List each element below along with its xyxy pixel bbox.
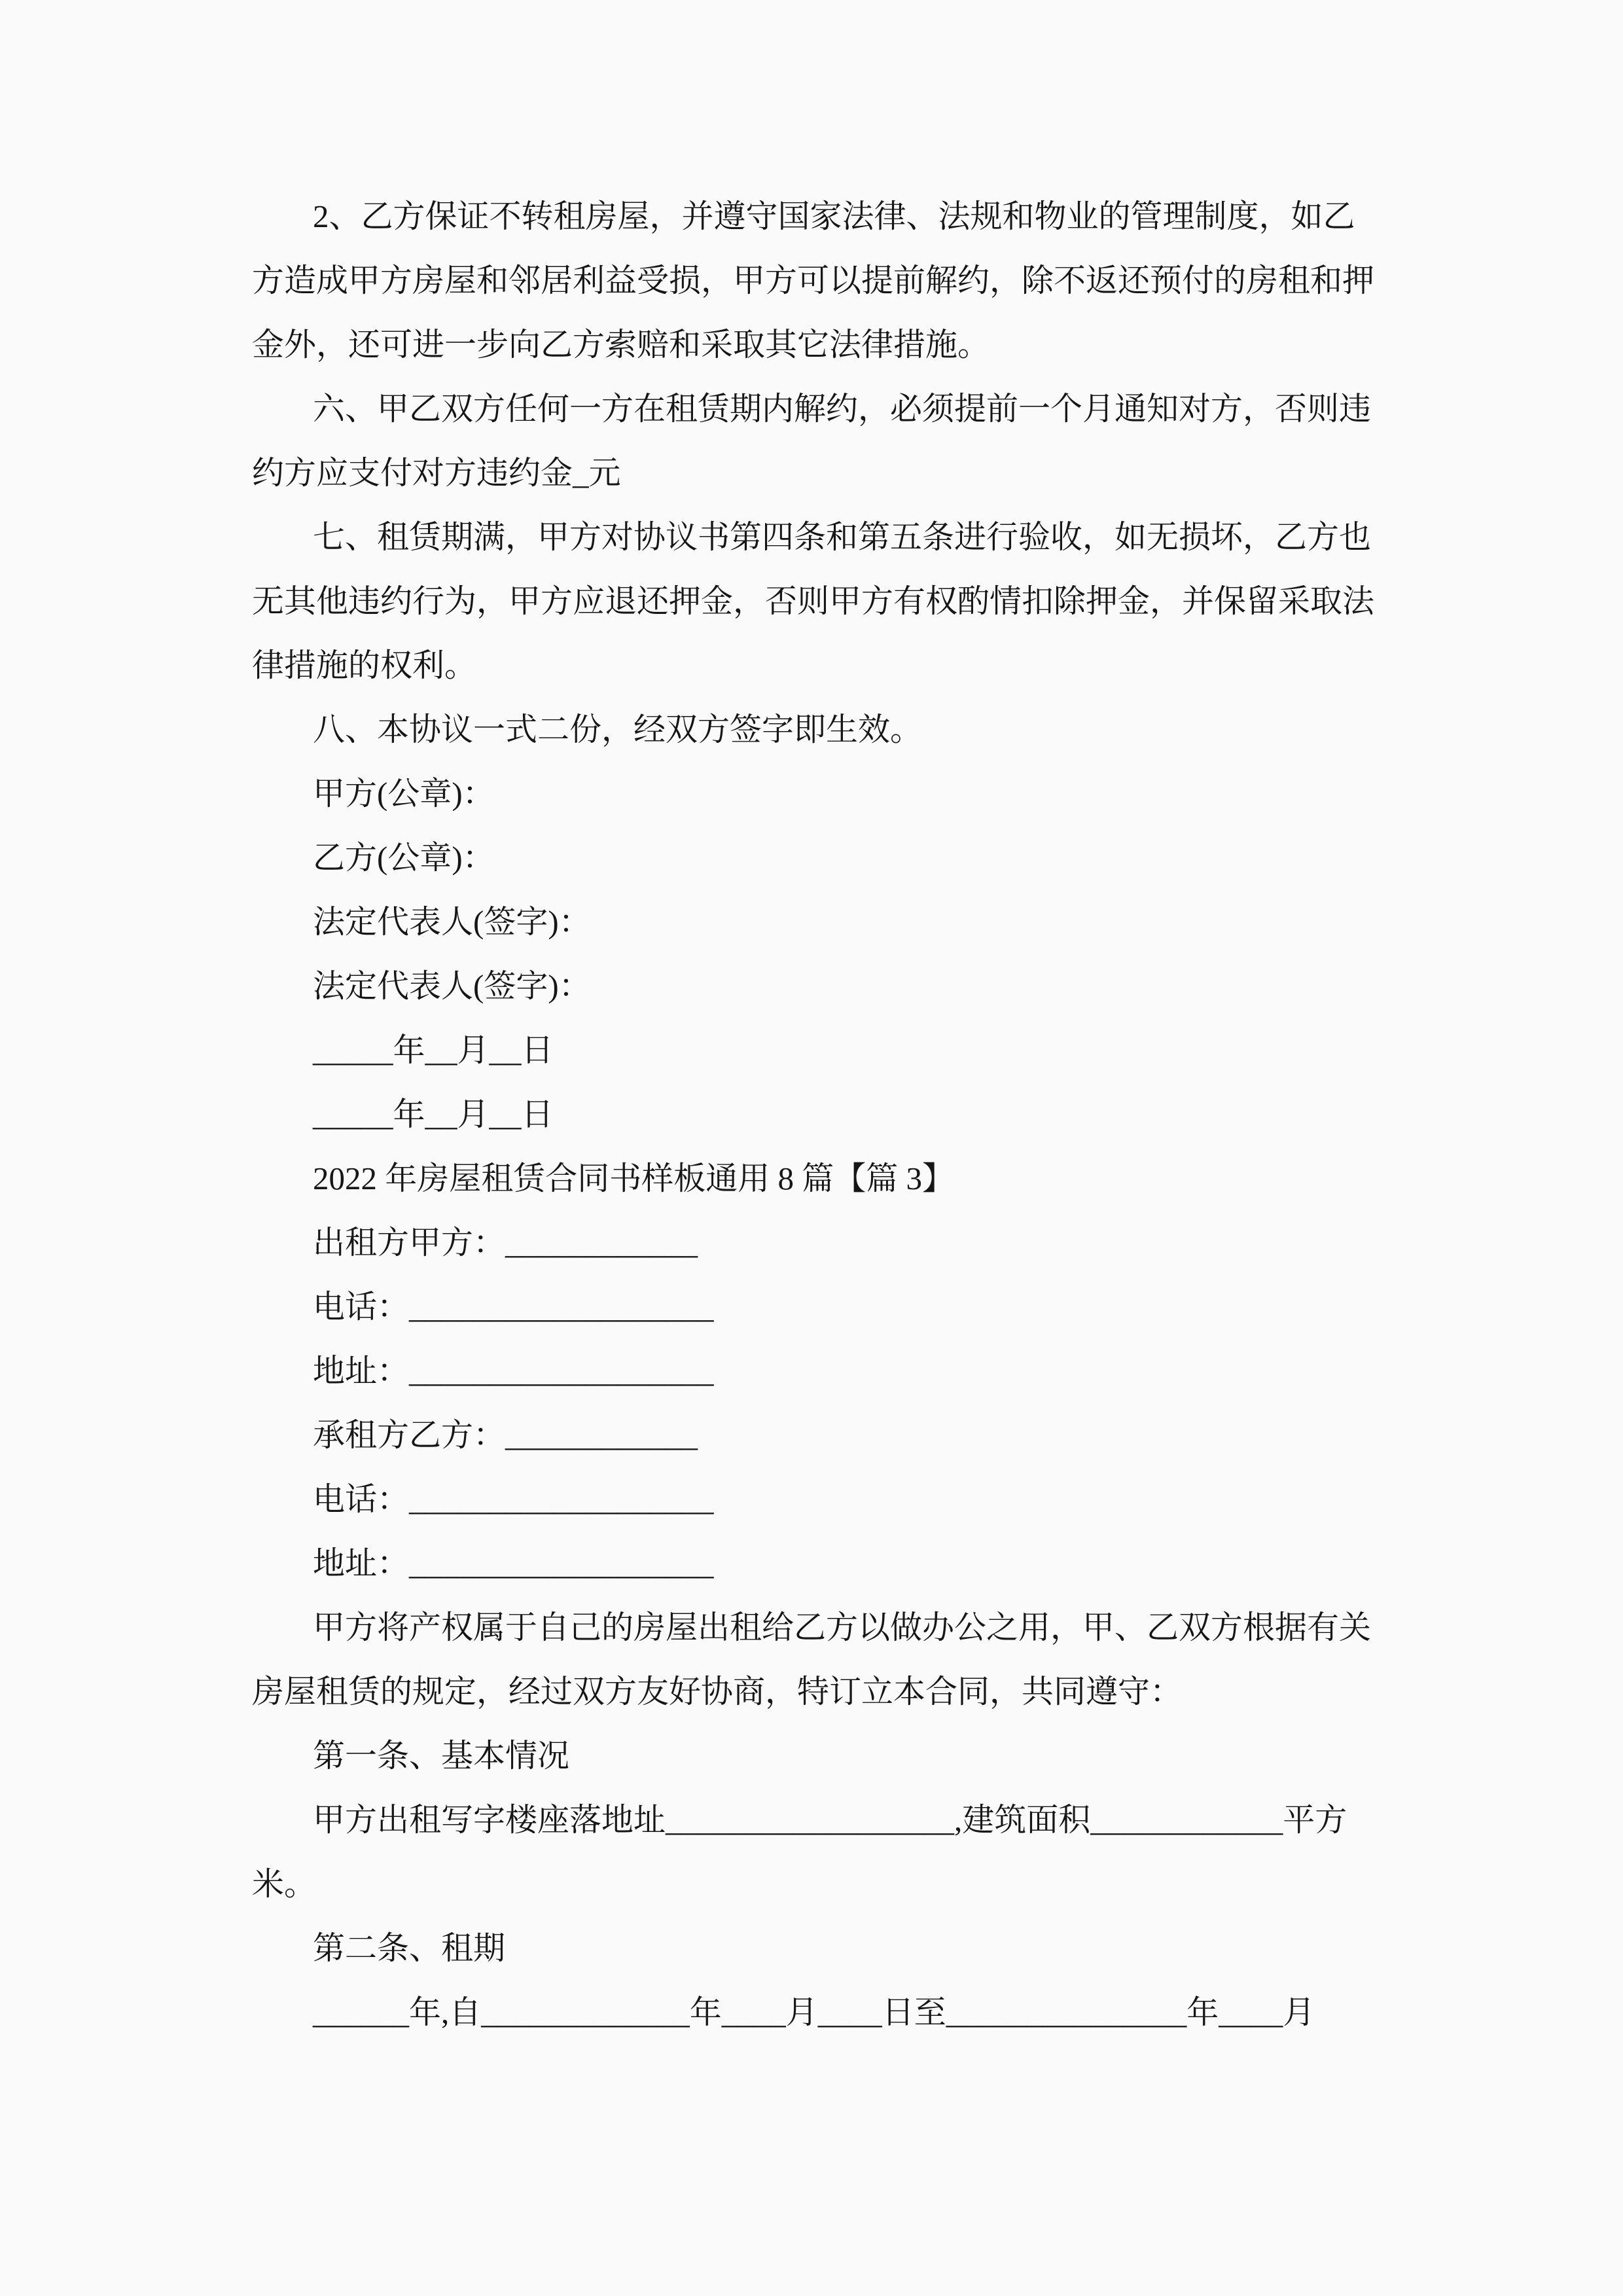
text-line: 六、甲乙双方任何一方在租赁期内解约，必须提前一个月通知对方，否则违 [313, 391, 1372, 427]
text-line: 无其他违约行为，甲方应退还押金，否则甲方有权酌情扣除押金，并保留采取法 [252, 583, 1375, 619]
text-line: 法定代表人(签字)： [313, 968, 591, 1004]
text-line: 地址：___________________ [313, 1353, 714, 1389]
text-line: 出租方甲方：____________ [313, 1225, 698, 1261]
text-line: 房屋租赁的规定，经过双方友好协商，特订立本合同，共同遵守： [252, 1674, 1183, 1710]
text-line: 甲方(公章)： [313, 776, 495, 812]
text-line: 米。 [252, 1866, 317, 1902]
text-line: 2022 年房屋租赁合同书样板通用 8 篇【篇 3】 [313, 1160, 955, 1196]
text-line: 乙方(公章)： [313, 840, 495, 876]
text-line: 八、本协议一式二份，经双方签字即生效。 [313, 711, 923, 747]
text-line: ______年,自_____________年____月____日至_______________年____月 [313, 1994, 1315, 2030]
text-line: 约方应支付对方违约金_元 [252, 455, 621, 491]
text-line: 法定代表人(签字)： [313, 904, 591, 940]
text-line: 第二条、租期 [313, 1930, 506, 1966]
text-line: 电话：___________________ [313, 1289, 714, 1325]
text-line: 2、乙方保证不转租房屋，并遵守国家法律、法规和物业的管理制度，如乙 [313, 198, 1355, 234]
text-line: 电话：___________________ [313, 1481, 714, 1517]
text-line: _____年__月__日 [313, 1096, 554, 1132]
text-line: 甲方出租写字楼座落地址__________________,建筑面积____________平方 [313, 1802, 1347, 1838]
text-line: 金外，还可进一步向乙方索赔和采取其它法律措施。 [252, 327, 990, 363]
text-line: 甲方将产权属于自己的房屋出租给乙方以做办公之用，甲、乙双方根据有关 [313, 1609, 1372, 1645]
text-line: 第一条、基本情况 [313, 1738, 570, 1774]
text-line: 方造成甲方房屋和邻居利益受损，甲方可以提前解约，除不返还预付的房租和押 [252, 262, 1375, 298]
text-line: 承租方乙方：____________ [313, 1417, 698, 1453]
text-line: 地址：___________________ [313, 1545, 714, 1581]
text-line: 七、租赁期满，甲方对协议书第四条和第五条进行验收，如无损坏，乙方也 [313, 519, 1372, 555]
text-line: _____年__月__日 [313, 1032, 554, 1068]
text-line: 律措施的权利。 [252, 647, 477, 683]
